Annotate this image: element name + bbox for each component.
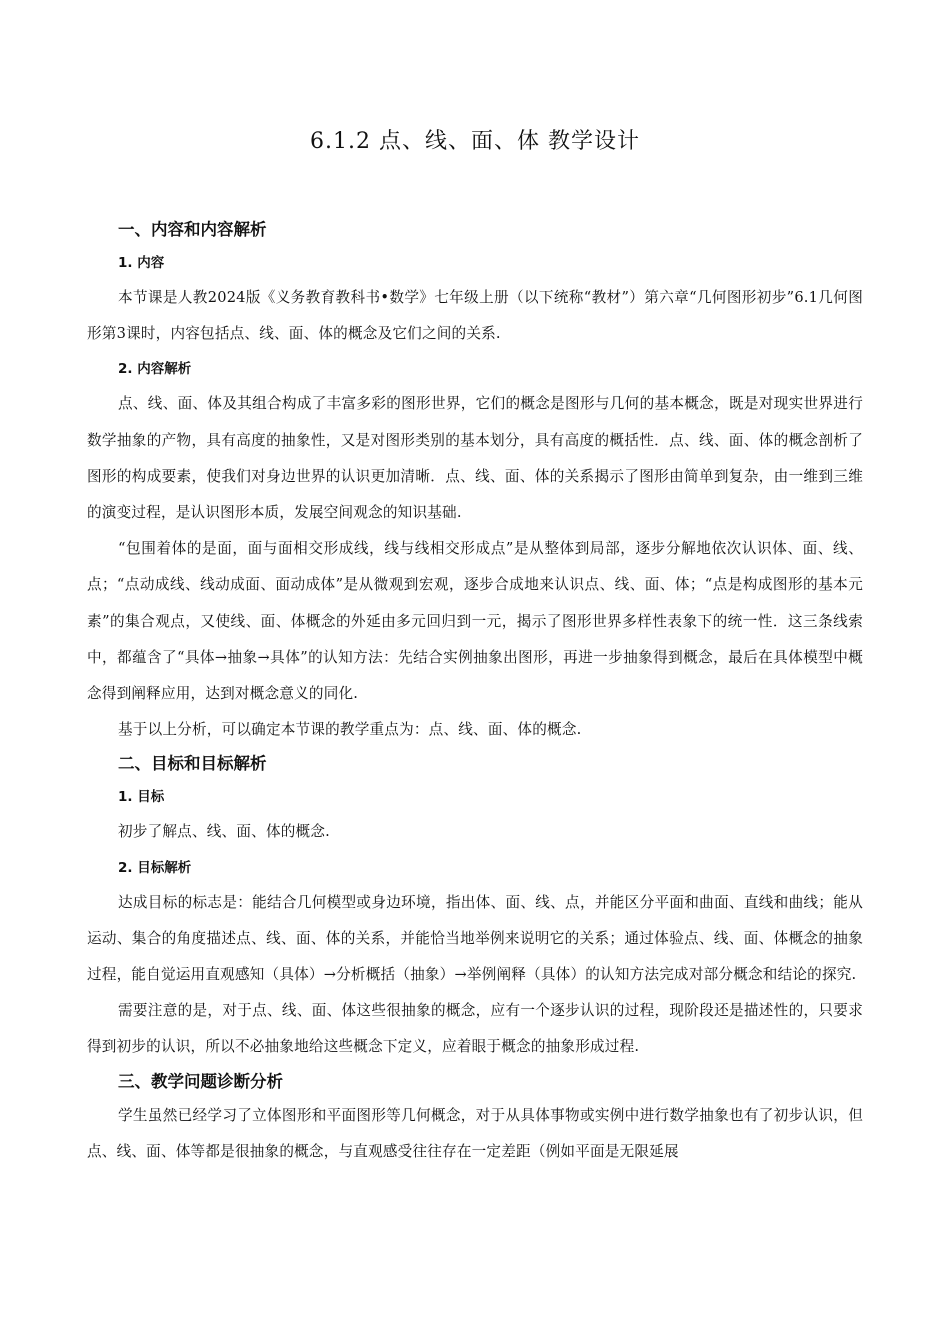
paragraph-goals-analysis-1: 达成目标的标志是：能结合几何模型或身边环境，指出体、面、线、点，并能区分平面和曲面、直线和曲线；能从运动、集合的角度描述点、线、面、体的关系，并能恰当地举例来说明它的关系；通过体验点、线、面、体概念的抽象过程，能自觉运用直观感知（具体）→分析概括（抽象）→举例阐释（具体）的认知方法完成对部分概念和结论的探究. [87, 893, 863, 984]
paragraph-goals-analysis-2: 需要注意的是，对于点、线、面、体这些很抽象的概念，应有一个逐步认识的过程，现阶段还是描述性的，只要求得到初步的认识，所以不必抽象地给这些概念下定义，应着眼于概念的抽象形成过程. [87, 1002, 863, 1056]
paragraph-diagnosis-1: 学生虽然已经学习了立体图形和平面图形等几何概念，对于从具体事物或实例中进行数学抽象也有了初步认识，但点、线、面、体等都是很抽象的概念，与直观感受往往存在一定差距（例如平面是无限延展 [87, 1106, 863, 1160]
paragraph-content-analysis-3: 基于以上分析，可以确定本节课的教学重点为：点、线、面、体的概念. [118, 721, 582, 739]
section-heading-diagnosis: 三、教学问题诊断分析 [118, 1071, 283, 1091]
section-heading-goals: 二、目标和目标解析 [118, 754, 267, 774]
subheading-goals-analysis: 2. 目标解析 [118, 859, 192, 876]
document-title: 6.1.2 点、线、面、体 教学设计 [310, 129, 640, 154]
paragraph-content-analysis-1: 点、线、面、体及其组合构成了丰富多彩的图形世界，它们的概念是图形与几何的基本概念，既是对现实世界进行数学抽象的产物，具有高度的抽象性，又是对图形类别的基本划分，具有高度的概括性．点、线、面、体的概念剖析了图形的构成要素，使我们对身边世界的认识更加清晰．点、线、面、体的关系揭示了图形由简单到复杂，由一维到三维的演变过程，是认识图形本质，发展空间观念的知识基础. [87, 395, 863, 522]
subheading-content: 1. 内容 [118, 255, 165, 271]
subheading-content-analysis: 2. 内容解析 [118, 361, 192, 378]
paragraph-goals: 初步了解点、线、面、体的概念. [118, 823, 330, 841]
subheading-goals: 1. 目标 [118, 789, 165, 806]
section-heading-content-analysis: 一、内容和内容解析 [118, 220, 267, 239]
paragraph-content-analysis-2: “包围着体的是面，面与面相交形成线，线与线相交形成点”是从整体到局部，逐步分解地依次认识体、面、线、点；“点动成线、线动成面、面动成体”是从微观到宏观，逐步合成地来认识点、线、面、体；“点是构成图形的基本元素”的集合观点，又使线、面、体概念的外延由多元回归到一元，揭示了图形世界多样性表象下的统一性．这三条线索中，都蕴含了“具体→抽象→具体”的认知方法：先结合实例抽象出图形，再进一步抽象得到概念，最后在具体模型中概念得到阐释应用，达到对概念意义的同化. [87, 540, 863, 703]
paragraph-content: 本节课是人教2024版《义务教育教科书•数学》七年级上册（以下统称“教材”）第六章“几何图形初步”6.1几何图形第3课时，内容包括点、线、面、体的概念及它们之间的关系. [87, 289, 863, 343]
document-body [87, 214, 863, 1170]
